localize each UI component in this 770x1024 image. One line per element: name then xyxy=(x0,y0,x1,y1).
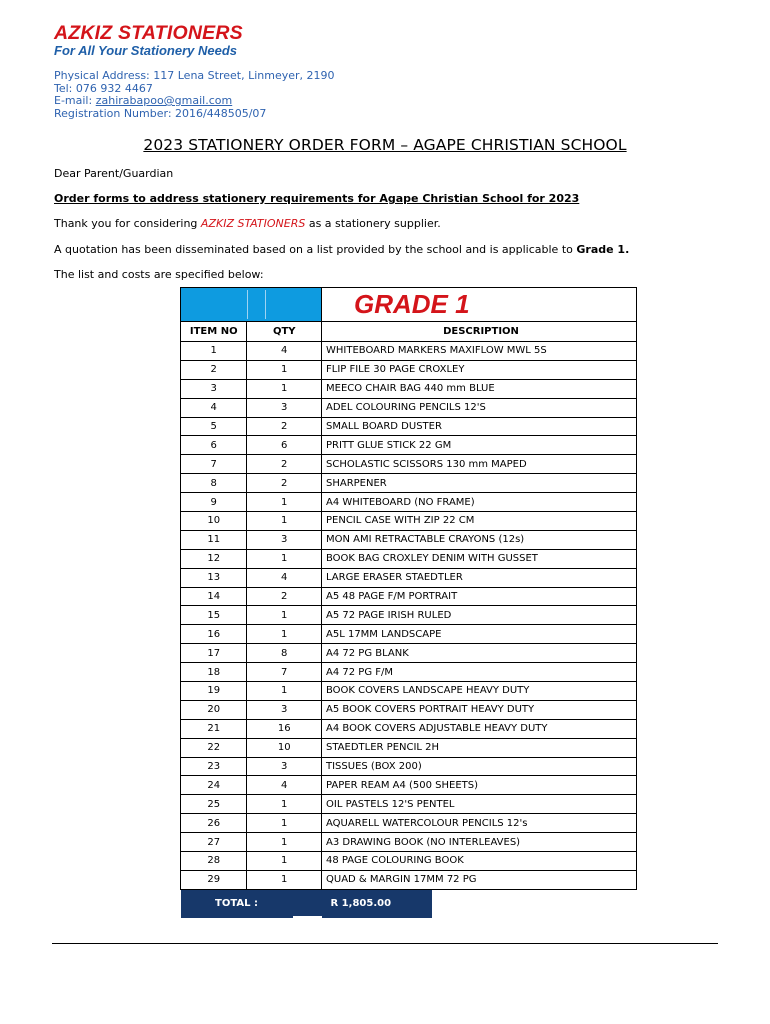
qty-cell: 1 xyxy=(247,682,322,701)
description-cell: A4 BOOK COVERS ADJUSTABLE HEAVY DUTY xyxy=(322,719,637,738)
table-row xyxy=(181,644,637,663)
item-no-cell: 5 xyxy=(181,417,247,436)
qty-cell: 2 xyxy=(247,417,322,436)
company-name: AZKIZ STATIONERS xyxy=(54,22,243,44)
table-row xyxy=(181,625,637,644)
email-label: E-mail: xyxy=(54,94,96,108)
qty-cell: 4 xyxy=(247,776,322,795)
item-no-cell: 25 xyxy=(181,795,247,814)
item-no-cell: 15 xyxy=(181,606,247,625)
description-cell: OIL PASTELS 12'S PENTEL xyxy=(322,795,637,814)
item-no-cell: 16 xyxy=(181,625,247,644)
order-table xyxy=(180,287,637,916)
table-row xyxy=(181,493,637,512)
description-cell: TISSUES (BOX 200) xyxy=(322,757,637,776)
qty-cell: 1 xyxy=(247,512,322,531)
qty-cell: 2 xyxy=(247,455,322,474)
item-no-cell: 20 xyxy=(181,700,247,719)
table-row xyxy=(181,795,637,814)
description-cell: WHITEBOARD MARKERS MAXIFLOW MWL 5S xyxy=(322,342,637,361)
table-row xyxy=(181,474,637,493)
greeting: Dear Parent/Guardian xyxy=(54,167,174,180)
description-cell: MON AMI RETRACTABLE CRAYONS (12s) xyxy=(322,530,637,549)
qty-cell: 6 xyxy=(247,436,322,455)
qty-cell: 1 xyxy=(247,606,322,625)
qty-cell: 1 xyxy=(247,852,322,871)
table-row xyxy=(181,530,637,549)
item-no-cell: 21 xyxy=(181,719,247,738)
item-no-cell: 22 xyxy=(181,738,247,757)
item-no-cell: 18 xyxy=(181,663,247,682)
item-no-cell: 26 xyxy=(181,814,247,833)
description-cell: BOOK COVERS LANDSCAPE HEAVY DUTY xyxy=(322,682,637,701)
column-header-row xyxy=(181,322,637,342)
total-value: R 1,805.00 xyxy=(322,890,432,918)
qty-cell: 3 xyxy=(247,757,322,776)
table-row xyxy=(181,549,637,568)
qty-cell: 4 xyxy=(247,568,322,587)
item-no-cell: 28 xyxy=(181,852,247,871)
qty-cell: 1 xyxy=(247,379,322,398)
qty-cell: 1 xyxy=(247,549,322,568)
email-link[interactable]: zahirabapoo@gmail.com xyxy=(95,94,233,108)
description-cell: AQUARELL WATERCOLOUR PENCILS 12's xyxy=(322,814,637,833)
table-row xyxy=(181,417,637,436)
total-row xyxy=(181,889,637,916)
item-no-cell: 19 xyxy=(181,682,247,701)
description-cell: A5 48 PAGE F/M PORTRAIT xyxy=(322,587,637,606)
quotation-grade: Grade 1. xyxy=(576,243,630,256)
item-no-cell: 1 xyxy=(181,342,247,361)
item-no-cell: 6 xyxy=(181,436,247,455)
qty-cell: 1 xyxy=(247,493,322,512)
header-item-no: ITEM NO xyxy=(181,322,247,342)
description-cell: A4 72 PG BLANK xyxy=(322,644,637,663)
grade-header-row xyxy=(181,288,637,322)
item-no-cell: 23 xyxy=(181,757,247,776)
description-cell: A3 DRAWING BOOK (NO INTERLEAVES) xyxy=(322,833,637,852)
thanks-paragraph xyxy=(54,217,441,230)
item-no-cell: 12 xyxy=(181,549,247,568)
table-row xyxy=(181,757,637,776)
table-row xyxy=(181,360,637,379)
header-description: DESCRIPTION xyxy=(322,322,637,342)
table-row xyxy=(181,379,637,398)
description-cell: PRITT GLUE STICK 22 GM xyxy=(322,436,637,455)
description-cell: SHARPENER xyxy=(322,474,637,493)
qty-cell: 16 xyxy=(247,719,322,738)
grade-header-blue-cell xyxy=(181,288,322,322)
table-row xyxy=(181,814,637,833)
item-no-cell: 11 xyxy=(181,530,247,549)
qty-cell: 10 xyxy=(247,738,322,757)
total-spacer xyxy=(293,890,322,916)
item-no-cell: 3 xyxy=(181,379,247,398)
table-row xyxy=(181,587,637,606)
table-row xyxy=(181,663,637,682)
item-no-cell: 14 xyxy=(181,587,247,606)
table-row xyxy=(181,719,637,738)
table-row xyxy=(181,870,637,889)
qty-cell: 1 xyxy=(247,814,322,833)
table-row xyxy=(181,568,637,587)
item-no-cell: 7 xyxy=(181,455,247,474)
description-cell: STAEDTLER PENCIL 2H xyxy=(322,738,637,757)
qty-cell: 7 xyxy=(247,663,322,682)
table-row xyxy=(181,512,637,531)
description-cell: BOOK BAG CROXLEY DENIM WITH GUSSET xyxy=(322,549,637,568)
table-row xyxy=(181,398,637,417)
qty-cell: 3 xyxy=(247,398,322,417)
qty-cell: 8 xyxy=(247,644,322,663)
quotation-paragraph xyxy=(54,243,629,256)
list-intro: The list and costs are specified below: xyxy=(54,268,264,281)
table-row xyxy=(181,738,637,757)
quotation-text: A quotation has been disseminated based on a list provided by the school and is applicable to xyxy=(54,243,577,256)
telephone: Tel: 076 932 4467 xyxy=(54,81,153,95)
item-no-cell: 17 xyxy=(181,644,247,663)
email-line xyxy=(54,95,335,108)
qty-cell: 3 xyxy=(247,530,322,549)
table-row xyxy=(181,833,637,852)
description-cell: A5L 17MM LANDSCAPE xyxy=(322,625,637,644)
qty-cell: 4 xyxy=(247,342,322,361)
item-no-cell: 2 xyxy=(181,360,247,379)
physical-address: Physical Address: 117 Lena Street, Linmeyer, 2190 xyxy=(54,69,335,82)
qty-cell: 2 xyxy=(247,587,322,606)
company-tagline: For All Your Stationery Needs xyxy=(54,43,238,58)
table-row xyxy=(181,700,637,719)
qty-cell: 1 xyxy=(247,833,322,852)
table-row xyxy=(181,682,637,701)
description-cell: QUAD & MARGIN 17MM 72 PG xyxy=(322,870,637,889)
description-cell: SCHOLASTIC SCISSORS 130 mm MAPED xyxy=(322,455,637,474)
item-no-cell: 10 xyxy=(181,512,247,531)
item-no-cell: 4 xyxy=(181,398,247,417)
description-cell: A4 72 PG F/M xyxy=(322,663,637,682)
item-no-cell: 8 xyxy=(181,474,247,493)
description-cell: A5 72 PAGE IRISH RULED xyxy=(322,606,637,625)
qty-cell: 1 xyxy=(247,360,322,379)
grade-title: GRADE 1 xyxy=(322,288,637,322)
thanks-before: Thank you for considering xyxy=(54,217,201,230)
bottom-rule xyxy=(52,943,718,944)
description-cell: FLIP FILE 30 PAGE CROXLEY xyxy=(322,360,637,379)
table-row xyxy=(181,776,637,795)
table-row xyxy=(181,342,637,361)
item-no-cell: 27 xyxy=(181,833,247,852)
item-no-cell: 9 xyxy=(181,493,247,512)
description-cell: 48 PAGE COLOURING BOOK xyxy=(322,852,637,871)
qty-cell: 1 xyxy=(247,795,322,814)
header-qty: QTY xyxy=(247,322,322,342)
form-title: 2023 STATIONERY ORDER FORM – AGAPE CHRISTIAN SCHOOL xyxy=(143,136,627,154)
subject-line: Order forms to address stationery requirements for Agape Christian School for 2023 xyxy=(54,192,580,205)
contact-block xyxy=(54,70,335,120)
total-label: TOTAL : xyxy=(181,890,293,918)
table-row xyxy=(181,852,637,871)
item-no-cell: 29 xyxy=(181,870,247,889)
description-cell: MEECO CHAIR BAG 440 mm BLUE xyxy=(322,379,637,398)
qty-cell: 1 xyxy=(247,625,322,644)
description-cell: ADEL COLOURING PENCILS 12'S xyxy=(322,398,637,417)
qty-cell: 1 xyxy=(247,870,322,889)
table-row xyxy=(181,455,637,474)
description-cell: PENCIL CASE WITH ZIP 22 CM xyxy=(322,512,637,531)
description-cell: PAPER REAM A4 (500 SHEETS) xyxy=(322,776,637,795)
item-no-cell: 24 xyxy=(181,776,247,795)
description-cell: A4 WHITEBOARD (NO FRAME) xyxy=(322,493,637,512)
description-cell: LARGE ERASER STAEDTLER xyxy=(322,568,637,587)
table-row xyxy=(181,606,637,625)
qty-cell: 3 xyxy=(247,700,322,719)
table-row xyxy=(181,436,637,455)
description-cell: A5 BOOK COVERS PORTRAIT HEAVY DUTY xyxy=(322,700,637,719)
registration-number: Registration Number: 2016/448505/07 xyxy=(54,106,267,120)
thanks-company: AZKIZ STATIONERS xyxy=(200,217,306,230)
description-cell: SMALL BOARD DUSTER xyxy=(322,417,637,436)
qty-cell: 2 xyxy=(247,474,322,493)
item-no-cell: 13 xyxy=(181,568,247,587)
thanks-after: as a stationery supplier. xyxy=(305,217,441,230)
